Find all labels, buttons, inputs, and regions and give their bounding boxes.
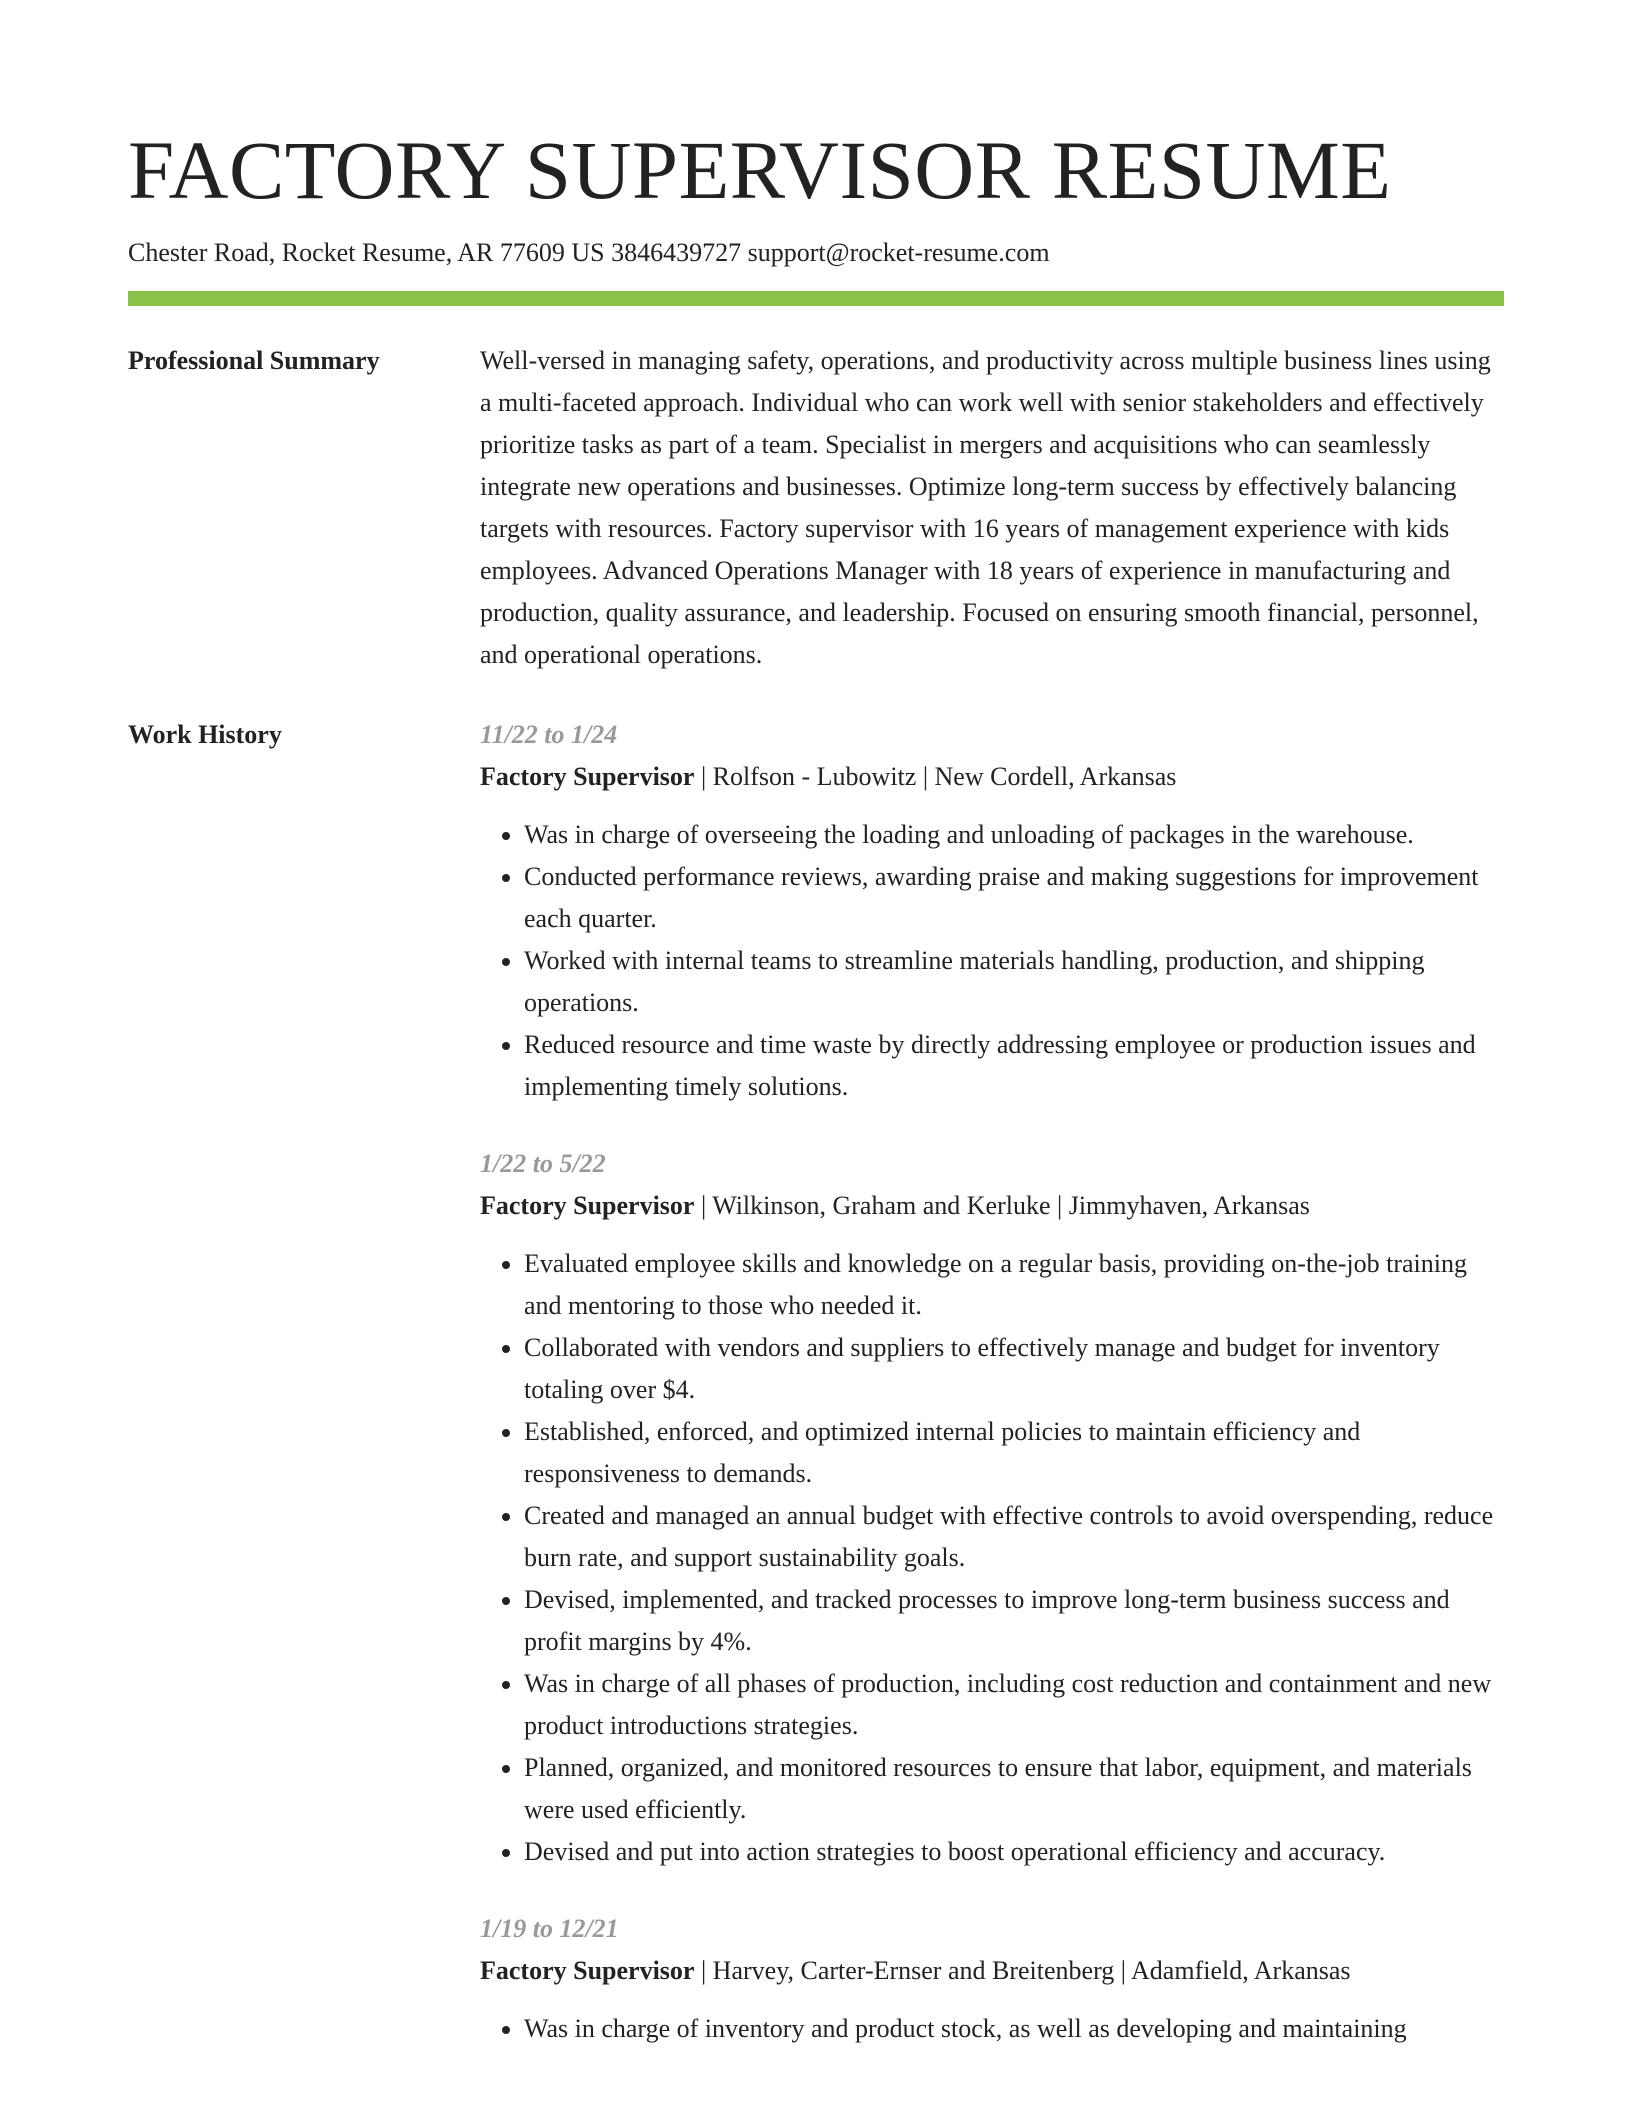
- job-bullet: • Was in charge of all phases of production, including cost reduction and containment and new product introductions strategies.: [524, 1663, 1504, 1747]
- job-bullet: • Devised and put into action strategies to boost operational efficiency and accuracy.: [524, 1831, 1504, 1873]
- job-heading: [480, 1185, 1504, 1227]
- job-bullet: • Evaluated employee skills and knowledge on a regular basis, providing on-the-job training and mentoring to those who needed it.: [524, 1243, 1504, 1327]
- job-bullets: [480, 814, 1504, 1108]
- professional-summary-label: Professional Summary: [128, 346, 380, 375]
- job-dates: 11/22 to 1/24: [480, 720, 618, 749]
- job-bullets: [480, 2008, 1504, 2050]
- job-bullet: • Was in charge of overseeing the loading and unloading of packages in the warehouse.: [524, 814, 1504, 856]
- accent-divider: [128, 291, 1504, 306]
- resume-page: [128, 0, 1504, 2050]
- professional-summary-section: [128, 340, 1504, 676]
- work-history-list: [480, 714, 1504, 2050]
- job-entry-3: [480, 1908, 1504, 2050]
- job-dates: 1/22 to 5/22: [480, 1149, 606, 1178]
- job-entry-1: [480, 714, 1504, 1108]
- job-title: Factory Supervisor: [480, 1956, 695, 1985]
- job-bullet: • Reduced resource and time waste by directly addressing employee or production issues and implementing timely solutions.: [524, 1024, 1504, 1108]
- job-employer-location: | Rolfson - Lubowitz | New Cordell, Arkansas: [694, 762, 1177, 791]
- job-bullet: • Created and managed an annual budget with effective controls to avoid overspending, reduce burn rate, and support sustainability goals.: [524, 1495, 1504, 1579]
- resume-title: FACTORY SUPERVISOR RESUME: [128, 124, 1392, 216]
- job-bullets: [480, 1243, 1504, 1873]
- job-bullet: • Devised, implemented, and tracked processes to improve long-term business success and profit margins by 4%.: [524, 1579, 1504, 1663]
- job-title: Factory Supervisor: [480, 1191, 695, 1220]
- job-employer-location: | Wilkinson, Graham and Kerluke | Jimmyhaven, Arkansas: [694, 1191, 1310, 1220]
- job-bullet: • Worked with internal teams to streamline materials handling, production, and shipping operations.: [524, 940, 1504, 1024]
- job-bullet: • Collaborated with vendors and suppliers to effectively manage and budget for inventory totaling over $4.: [524, 1327, 1504, 1411]
- job-title: Factory Supervisor: [480, 762, 695, 791]
- work-history-section: [128, 714, 1504, 2050]
- contact-info: Chester Road, Rocket Resume, AR 77609 US 3846439727 support@rocket-resume.com: [128, 238, 1050, 267]
- job-heading: [480, 1950, 1504, 1992]
- job-employer-location: | Harvey, Carter-Ernser and Breitenberg | Adamfield, Arkansas: [694, 1956, 1351, 1985]
- job-bullet: • Was in charge of inventory and product stock, as well as developing and maintaining: [524, 2008, 1504, 2050]
- job-bullet: • Conducted performance reviews, awarding praise and making suggestions for improvement each quarter.: [524, 856, 1504, 940]
- work-history-label: Work History: [128, 720, 282, 749]
- professional-summary-text: Well-versed in managing safety, operations, and productivity across multiple business lines using a multi-faceted approach. Individual who can work well with senior stakeholders and effectively prioritize tasks as part of a team. Specialist in mergers and acquisitions who can seamlessly integrate new operations and businesses. Optimize long-term success by effectively balancing targets with resources. Factory supervisor with 16 years of management experience with kids employees. Advanced Operations Manager with 18 years of experience in manufacturing and production, quality assurance, and leadership. Focused on ensuring smooth financial, personnel, and operational operations.: [480, 346, 1491, 669]
- job-heading: [480, 756, 1504, 798]
- job-dates: 1/19 to 12/21: [480, 1914, 619, 1943]
- job-bullet: • Established, enforced, and optimized internal policies to maintain efficiency and responsiveness to demands.: [524, 1411, 1504, 1495]
- job-entry-2: [480, 1143, 1504, 1873]
- job-bullet: • Planned, organized, and monitored resources to ensure that labor, equipment, and materials were used efficiently.: [524, 1747, 1504, 1831]
